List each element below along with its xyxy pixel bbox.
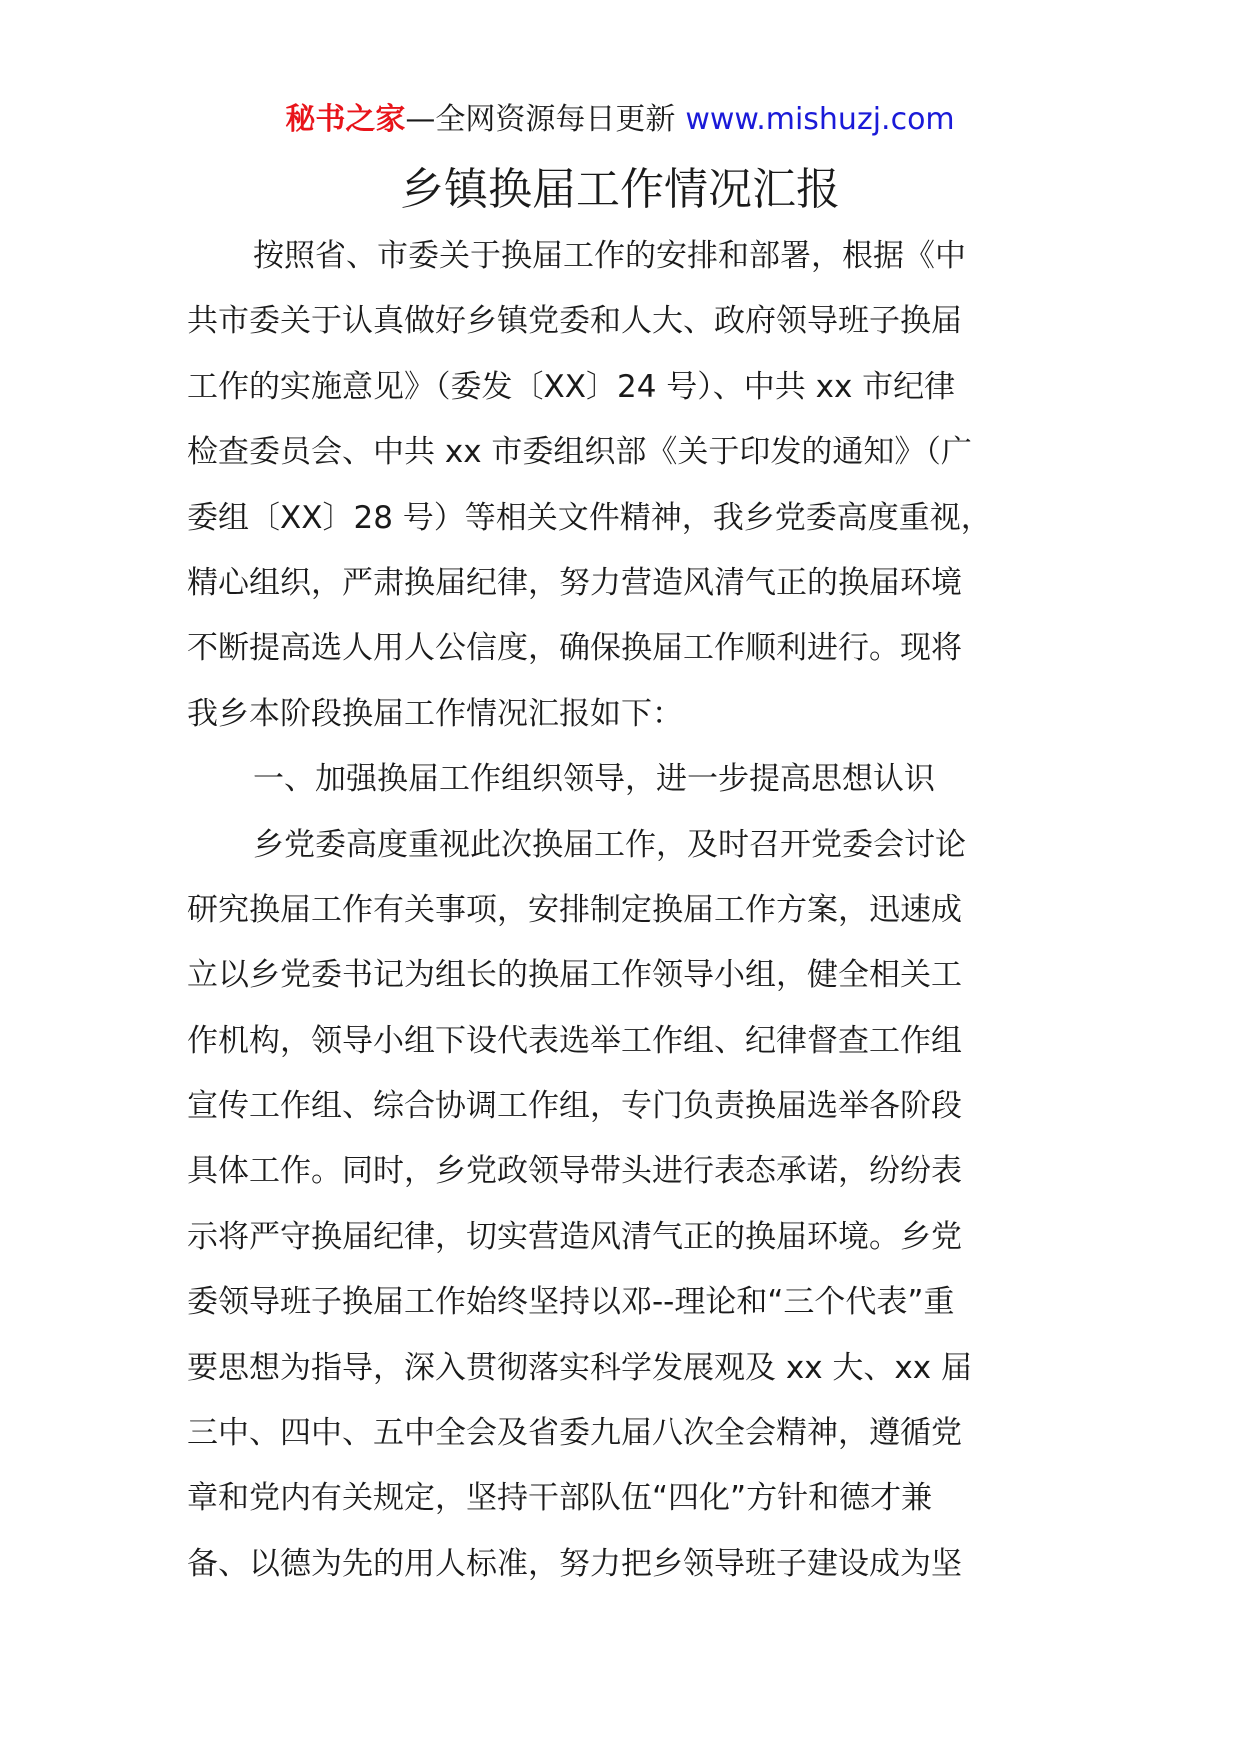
- paragraph-line: 示将严守换届纪律，切实营造风清气正的换届环境。乡党: [187, 1218, 962, 1255]
- paragraph-line: 乡党委高度重视此次换届工作，及时召开党委会讨论: [253, 826, 966, 863]
- site-header: [0, 100, 1240, 140]
- paragraph-line: 章和党内有关规定，坚持干部队伍“四化”方针和德才兼: [187, 1480, 933, 1517]
- paragraph-line: 具体工作。同时，乡党政领导带头进行表态承诺，纷纷表: [187, 1153, 962, 1190]
- paragraph-line: 精心组织，严肃换届纪律，努力营造风清气正的换届环境: [187, 564, 962, 601]
- site-tagline: —全网资源每日更新: [405, 102, 676, 137]
- paragraph-line: 委领导班子换届工作始终坚持以邓--理论和“三个代表”重: [187, 1284, 955, 1321]
- document-title: 乡镇换届工作情况汇报: [400, 164, 840, 215]
- paragraph-line: 三中、四中、五中全会及省委九届八次全会精神，遵循党: [187, 1415, 962, 1452]
- paragraph-line: 按照省、市委关于换届工作的安排和部署，根据《中: [253, 238, 966, 274]
- paragraph-line: 作机构，领导小组下设代表选举工作组、纪律督查工作组: [187, 1022, 962, 1059]
- paragraph-line: 工作的实施意见》（委发〔XX〕24 号）、中共 xx 市纪律: [187, 368, 956, 405]
- paragraph-line: 备、以德为先的用人标准，努力把乡领导班子建设成为坚: [187, 1545, 962, 1582]
- paragraph-line: 我乡本阶段换届工作情况汇报如下：: [187, 695, 683, 732]
- section-heading: 一、加强换届工作组织领导，进一步提高思想认识: [253, 761, 935, 798]
- paragraph-line: 委组〔XX〕28 号）等相关文件精神，我乡党委高度重视，: [187, 499, 992, 536]
- paragraph-line: 检查委员会、中共 xx 市委组织部《关于印发的通知》（广: [187, 434, 972, 471]
- paragraph-line: 宣传工作组、综合协调工作组，专门负责换届选举各阶段: [187, 1088, 962, 1125]
- document-body: [187, 224, 1053, 1597]
- paragraph-line: 立以乡党委书记为组长的换届工作领导小组，健全相关工: [187, 957, 962, 994]
- paragraph-line: 要思想为指导，深入贯彻落实科学发展观及 xx 大、xx 届: [187, 1349, 972, 1386]
- paragraph-line: 共市委关于认真做好乡镇党委和人大、政府领导班子换届: [187, 303, 962, 340]
- paragraph-line: 不断提高选人用人公信度，确保换届工作顺利进行。现将: [187, 630, 962, 667]
- paragraph-line: 研究换届工作有关事项，安排制定换届工作方案，迅速成: [187, 891, 962, 928]
- site-url-link[interactable]: www.mishuzj.com: [685, 102, 955, 137]
- site-brand: 秘书之家: [285, 102, 406, 137]
